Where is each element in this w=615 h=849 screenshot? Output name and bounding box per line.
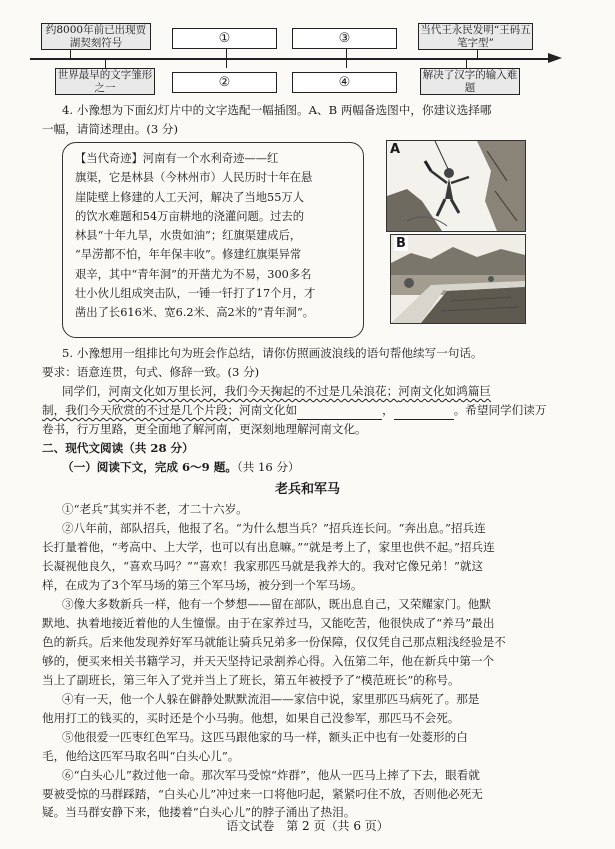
q5-line-2: 要求：语意连贯，句式、修辞一致。(3 分) [42,365,260,379]
story-line: ③像大多数新兵一样，他有一个梦想——留在部队，既出息自己，又荣耀家门。他默 [62,597,491,611]
timeline-tick [226,49,227,58]
story-title: 老兵和军马 [274,482,340,497]
illustration-b [390,234,526,324]
story-line: ②八年前，部队招兵，他报了名。“为什么想当兵？”招兵连长问。“奔出息。”招兵连 [62,521,486,535]
section-header: 二、现代文阅读（共 28 分） [42,441,194,455]
timeline-bottom-box-4: 解决了汉字的输入难题 [420,68,520,95]
story-line: 长打量着他，“考高中、上大学，也可以有出息嘛。”“就是考上了，家里也供不起。”招兵连 [42,540,495,554]
story-line: 色的新兵。后来他发现养好军马就能让骑兵兄弟多一份保障，仅仅凭自己那点粗浅经验是不 [42,635,506,649]
q4-line-2: 一幅，请简述理由。(3 分) [42,122,179,136]
story-line: 长凝视他良久，“喜欢马吗？”“喜欢！我家那匹马就是我养大的。我对它像兄弟！”就这 [42,559,484,573]
story-line: 要被受惊的马群踩踏，“白头心儿”冲过来一口将他叼起，紧紧叼住不放，否则他必死无 [42,787,483,801]
illustration-b-label: B [396,236,406,251]
subsection-header: （一）阅读下文，完成 6～9 题。（共 16 分） [62,460,300,474]
passage-line: 旗渠，它是林县（今林州市）人民历时十年在悬 [75,171,313,185]
timeline-axis [30,58,550,60]
q4-passage-box [62,142,364,338]
story-line: 当上了副班长，第三年入了党并当上了班长，第五年被授予了“模范班长”的称号。 [42,673,460,687]
timeline-tick [70,49,71,58]
canal-landscape-icon [391,235,525,323]
story-line: 样，在成为了3个军马场的第三个军马场，被分到一个军马场。 [42,578,363,592]
q5-line-1: 5. 小豫想用一组排比句为班会作总结，请你仿照画波浪线的语句帮他续写一句话。 [62,346,483,360]
timeline-arrow-icon [548,53,562,63]
passage-line: 崖陡壁上修建的人工天河，解决了当地55万人 [75,190,305,204]
illustration-a-label: A [390,142,401,157]
timeline-tick [346,49,347,58]
timeline-bottom-box-3: ④ [292,72,397,93]
answer-blank-1[interactable] [297,401,382,420]
story-line: ①“老兵”其实并不老，才二十六岁。 [62,502,248,516]
passage-line: 林县“十年九旱，水贵如油”；红旗渠建成后， [75,229,302,243]
story-line: 毛，他给这匹军马取名叫“白头心儿”。 [42,749,240,763]
timeline-tick [346,58,347,68]
timeline-top-box-1: 约8000年前已出现贾湖契刻符号 [41,23,151,50]
passage-line: “旱涝都不怕，年年保丰收”。修建红旗渠异常 [75,248,302,262]
worker-on-cliff-icon [387,141,525,231]
q5-line-3: 同学们，河南文化如万里长河，我们今天掬起的不过是几朵浪花；河南文化如鸿篇巨 [62,384,492,398]
timeline-bottom-box-2: ② [172,72,277,93]
story-line: ⑤他很爱一匹枣红色军马。这匹马跟他家的马一样，额头正中也有一处菱形的白 [62,730,468,744]
timeline-tick [105,58,106,68]
q4-line-1: 4. 小豫想为下面幻灯片中的文字选配一幅插图。A、B 两幅备选图中，你建议选择哪 [62,103,492,117]
passage-line: 艰辛，其中“青年洞”的开凿尤为不易，300多名 [75,267,312,281]
timeline-top-box-2: ① [172,28,277,49]
story-line: 疑。当马群安静下来，他搂着“白头心儿”的脖子涌出了热泪。 [42,805,356,819]
timeline-bottom-box-1: 世界最早的文字雏形之一 [55,68,155,95]
q5-line-5: 卷书，行万里路，更全面地了解河南，更深刻地理解河南文化。 [42,422,367,436]
answer-blank-2[interactable] [394,401,454,420]
story-line: ④有一天，他一个人躲在僻静处默默流泪——家信中说，家里那匹马病死了。那是 [62,692,480,706]
story-line: 他用打工的钱买的，买时还是个小马驹。他想，如果自己没参军，那匹马不会死。 [42,711,460,725]
passage-line: 壮小伙儿组成突击队，一锤一钎打了17个月，才 [75,287,316,301]
story-line: 够的，便买来相关书籍学习，并天天坚持记录割养心得。入伍第二年，他在新兵中第一个 [42,654,495,668]
passage-line: 的饮水难题和54万亩耕地的浇灌问题。过去的 [75,209,305,223]
timeline-tick [226,58,227,68]
passage-line: 凿出了长616米、宽6.2米、高2米的“青年洞”。 [75,306,315,320]
story-line: ⑥“白头心儿”救过他一命。那次军马受惊“炸群”，他从一匹马上摔了下去，眼看就 [62,768,480,782]
q5-line-4: 制，我们今天欣赏的不过是几个片段；河南文化如 ， 。希望同学们读万 [42,401,546,420]
wavy-underlined-text: 河南文化如万里长河，我们今天掬起的不过是几朵浪花； [108,384,399,398]
timeline-tick [466,58,467,68]
wavy-underlined-text: 制，我们今天欣赏的不过是几个片段； [42,403,240,417]
story-line: 默地、执着地接近着他的人生憧憬。由于在家养过马，又能吃苦，他很快成了“养马”最出 [42,616,495,630]
timeline-tick [477,49,478,58]
passage-line: 【当代奇迹】河南有一个水利奇迹——红 [75,152,279,165]
timeline-top-box-3: ③ [292,28,397,49]
illustration-a [386,140,526,232]
page-footer: 语文试卷 第 2 页（共 6 页） [226,819,389,833]
timeline-top-box-4: 当代王永民发明“王码五笔字型” [418,23,533,50]
